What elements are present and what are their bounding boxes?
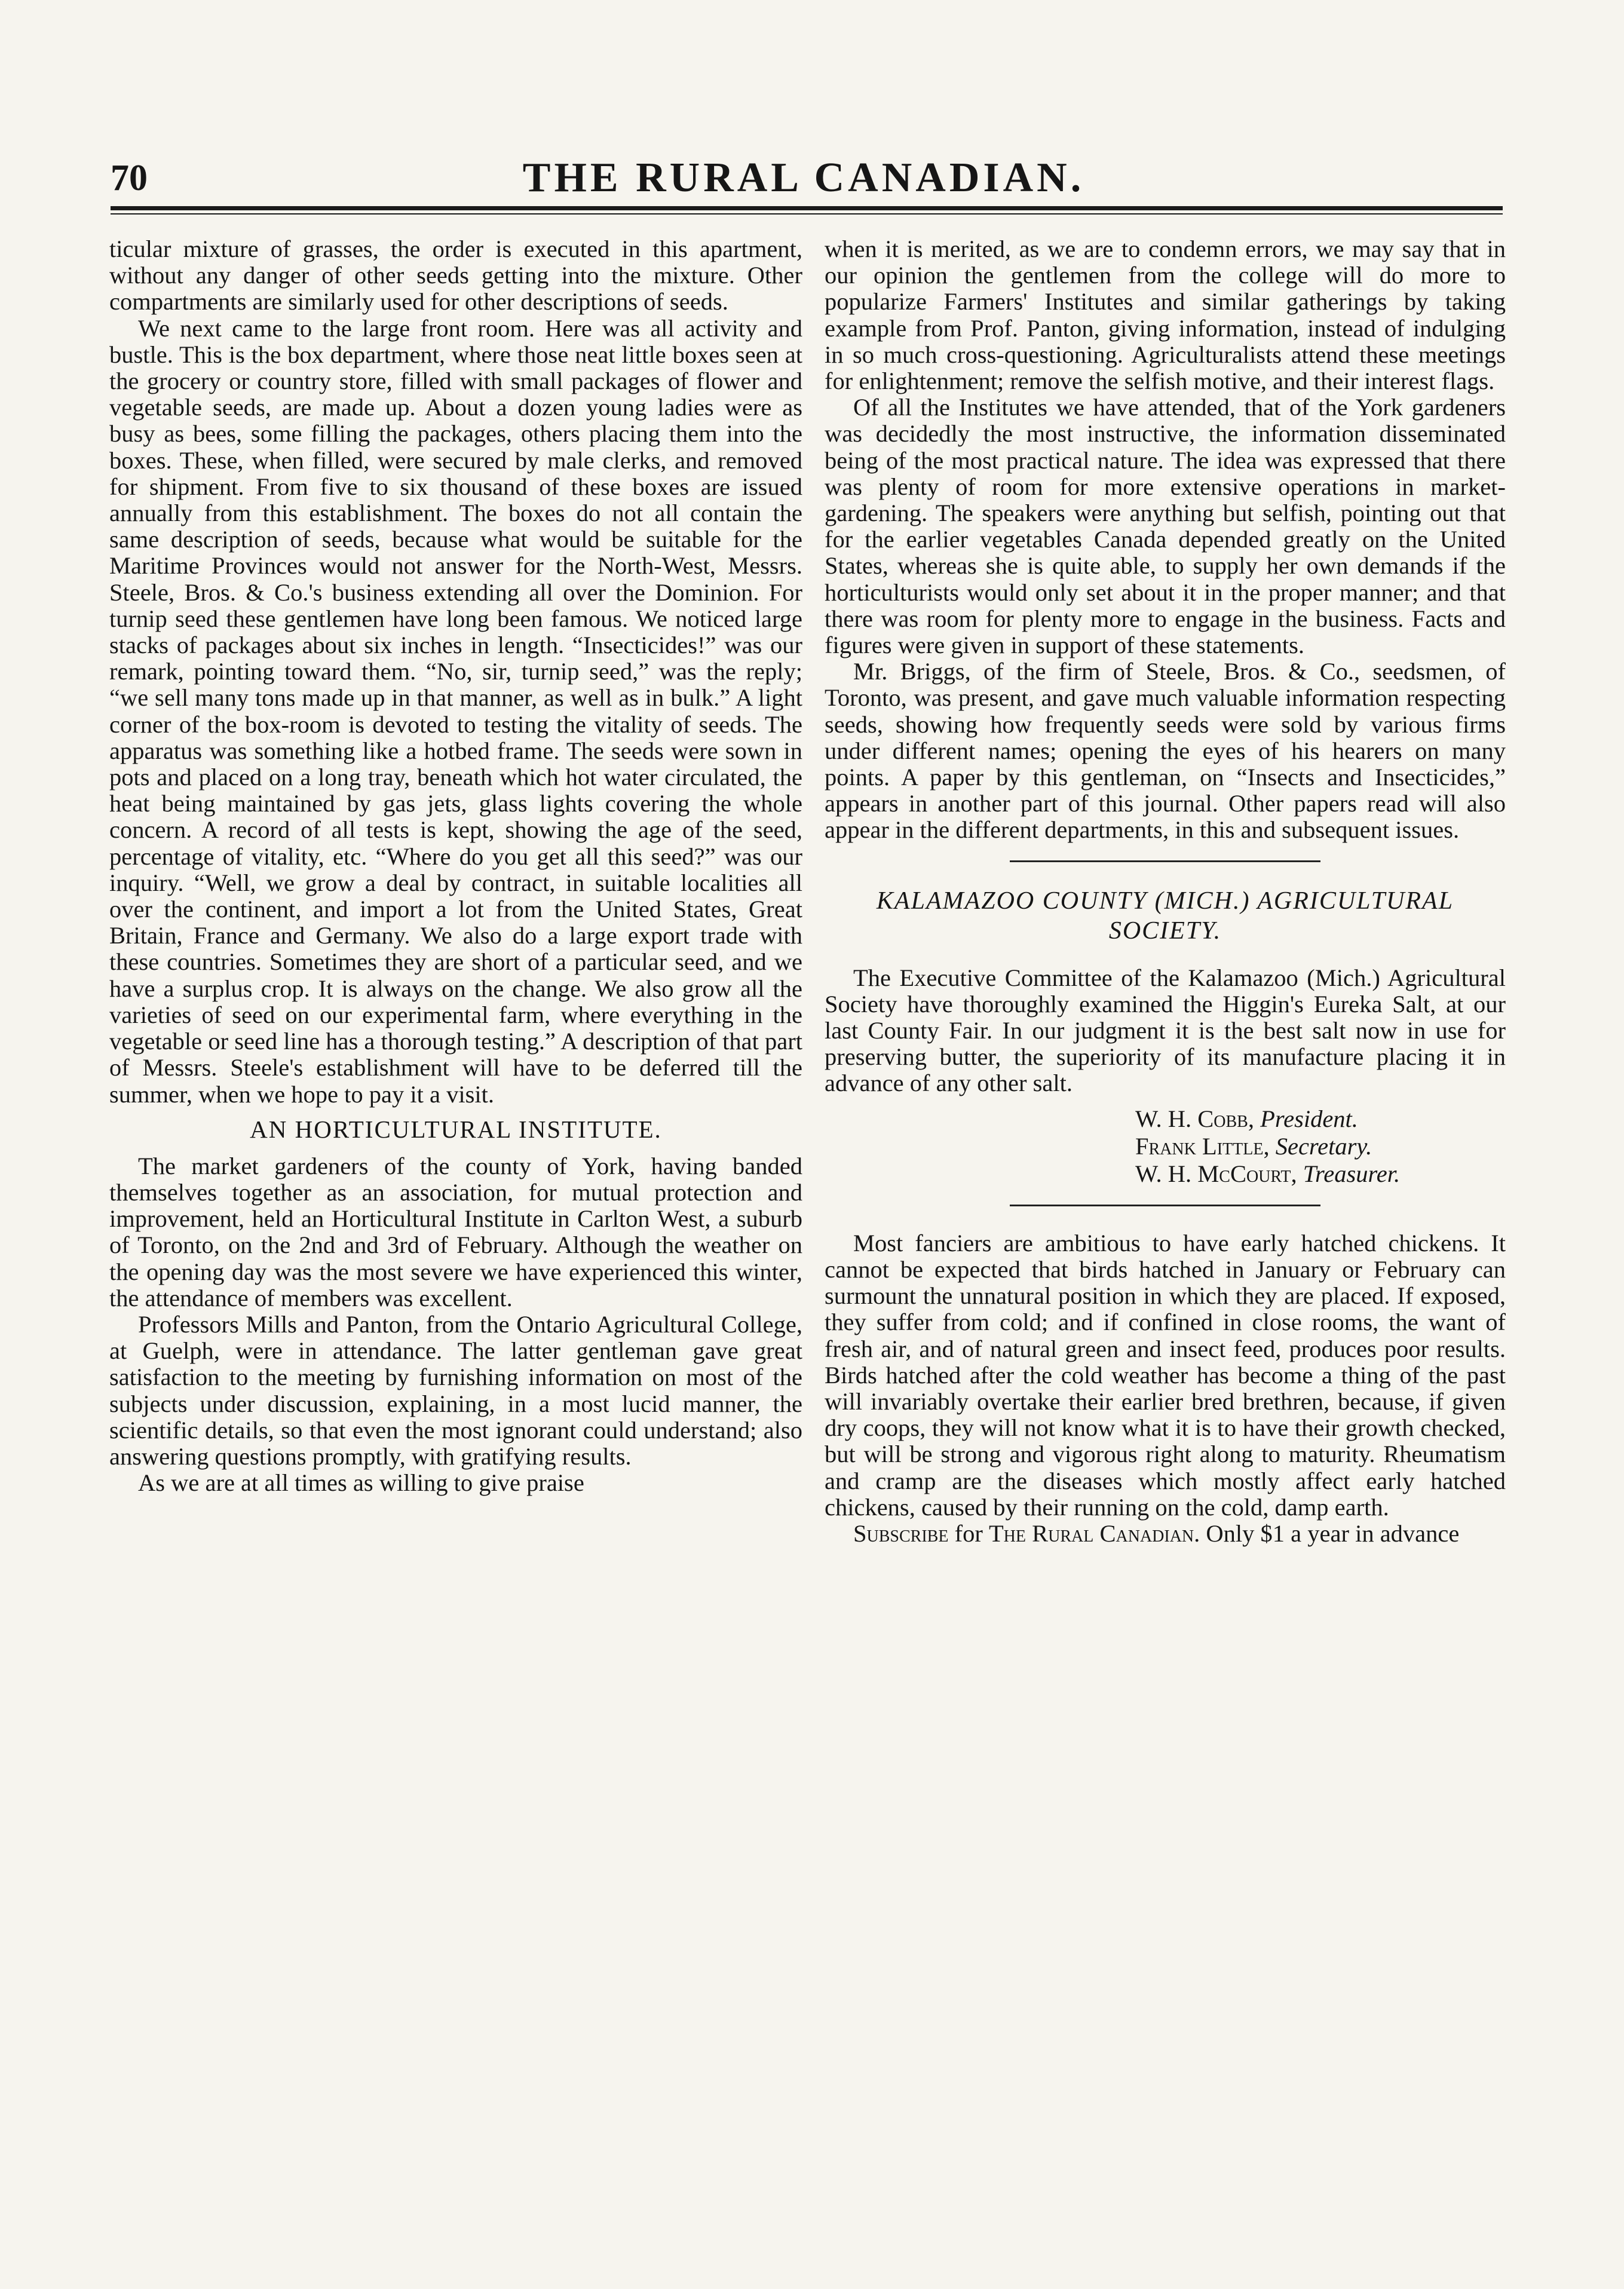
- testimonial-paragraph: The Executive Committee of the Kalamazoo (Mich.) Agricultural Society have thoroughly examined the Higgin's Eureka Salt, at our last County Fair. In our judgment it is the best salt now in use for preserving butter, the superiority of its manufacture placing it in advance of any other salt.: [825, 964, 1506, 1097]
- page-header: [111, 154, 1497, 202]
- section-heading: KALAMAZOO COUNTY (MICH.) AGRICULTURAL SOCIETY.: [876, 887, 1454, 945]
- section-heading: AN HORTICULTURAL INSTITUTE.: [250, 1115, 662, 1143]
- section-divider: [1010, 1205, 1320, 1206]
- header-rule-thin: [111, 213, 1503, 215]
- article-paragraph: ticular mixture of grasses, the order is executed in this apartment, without any danger of other seeds getting into the mixture. Other compartments are similarly used for other descriptions of seeds.: [109, 235, 802, 315]
- article-paragraph: We next came to the large front room. Here was all activity and bustle. This is the box department, where those neat little boxes seen at the grocery or country store, filled with small packages of flower and vegetable seeds, are made up. About a dozen young ladies were as busy as bees, some filling the packages, others placing them into the boxes. These, when filled, were secured by male clerks, and removed for shipment. From five to six thousand of these boxes are issued annually from this establishment. The boxes do not all contain the same description of seeds, because what would be suitable for the Maritime Provinces would not answer for the North-West, Messrs. Steele, Bros. & Co.'s business extending all over the Dominion. For turnip seed these gentlemen have long been famous. We noticed large stacks of packages about six inches in length. “Insecticides!” was our remark, pointing toward them. “No, sir, turnip seed,” was the reply; “we sell many tons made up in that manner, as well as in bulk.” A light corner of the box-room is devoted to testing the vitality of seeds. The apparatus was something like a hotbed frame. The seeds were sown in pots and placed on a long tray, beneath which hot water circulated, the heat being maintained by gas jets, glass lights covering the whole concern. A record of all tests is kept, showing the age of the seed, percentage of vitality, etc. “Where do you get all this seed?” was our inquiry. “Well, we grow a deal by contract, in suitable localities all over the continent, and import a lot from the United States, Great Britain, France and Germany. We also do a large export trade with these countries. Sometimes they are short of a particular seed, and we have a surplus crop. It is always on the change. We also grow all the varieties of seed on our experimental farm, where everything in the vegetable or seed line has a thorough testing.” A description of that part of Messrs. Steele's establishment will have to be deferred till the summer, when we hope to pay it a visit.: [109, 314, 802, 1108]
- signature-block: [825, 1105, 1506, 1188]
- article-paragraph: Of all the Institutes we have attended, that of the York gardeners was decidedly the most instructive, the information disseminated being of the most practical nature. The idea was expressed that there was plenty of room for more extensive operations in market-gardening. The speakers were anything but selfish, pointing out that for the earlier vegetables Canada depended greatly on the United States, whereas she is quite able, to supply her own demands if the horticulturists would only set about it in the proper manner; and that there was room for plenty more to engage in the business. Facts and figures were given in support of these statements.: [825, 394, 1506, 659]
- journal-title: THE RURAL CANADIAN.: [522, 155, 1085, 201]
- left-column: [109, 236, 802, 1496]
- right-column: [825, 236, 1506, 1547]
- header-rule: [111, 206, 1503, 210]
- article-paragraph: The market gardeners of the county of York, having banded themselves together as an association, for mutual protection and improvement, held an Horticultural Institute in Carlton West, a suburb of Toronto, on the 2nd and 3rd of February. Although the weather on the opening day was the most severe we have experienced this winter, the attendance of members was excellent.: [109, 1152, 802, 1311]
- article-paragraph: Most fanciers are ambitious to have early hatched chickens. It cannot be expected that birds hatched in January or February can surmount the unnatural position in which they are placed. If exposed, they suffer from cold; and if confined in close rooms, the want of fresh air, and of natural green and insect feed, produces poor results. Birds hatched after the cold weather has become a thing of the past will invariably overtake their earlier bred brethren, because, if given dry coops, they will not know what it is to have their growth checked, but will be strong and vigorous right along to maturity. Rheumatism and cramp are the diseases which mostly affect early hatched chickens, caused by their running on the cold, damp earth.: [825, 1229, 1506, 1521]
- article-paragraph: Professors Mills and Panton, from the Ontario Agricultural College, at Guelph, were in attendance. The latter gentleman gave great satisfaction to the meeting by furnishing information on most of the subjects under discussion, explaining, in a most lucid manner, the scientific details, so that even the most ignorant could understand; also answering questions promptly, with gratifying results.: [109, 1310, 802, 1470]
- article-paragraph: As we are at all times as willing to give praise: [138, 1469, 584, 1497]
- signature-line: W. H. McCourt, Treasurer.: [1135, 1160, 1401, 1187]
- signature-line: Frank Little, Secretary.: [1135, 1132, 1372, 1160]
- page-number: 70: [111, 158, 148, 198]
- article-paragraph: Mr. Briggs, of the firm of Steele, Bros. & Co., seedsmen, of Toronto, was present, and gave much valuable information respecting seeds, showing how frequently seeds were sold by various firms under different names; opening the eyes of his hearers on many points. A paper by this gentleman, on “Insects and Insecticides,” appears in another part of this journal. Other papers read will also appear in the different departments, in this and subsequent issues.: [825, 658, 1506, 844]
- section-divider: [1010, 860, 1320, 862]
- article-paragraph: when it is merited, as we are to condemn errors, we may say that in our opinion the gentlemen from the college will do more to popularize Farmers' Institutes and similar gatherings by taking example from Prof. Panton, giving information, instead of indulging in so much cross-questioning. Agriculturalists attend these meetings for enlightenment; remove the selfish motive, and their interest flags.: [825, 235, 1506, 395]
- signature-line: W. H. Cobb, President.: [1135, 1105, 1358, 1132]
- subscription-notice: Subscribe for The Rural Canadian. Only $1 a year in advance: [853, 1519, 1460, 1547]
